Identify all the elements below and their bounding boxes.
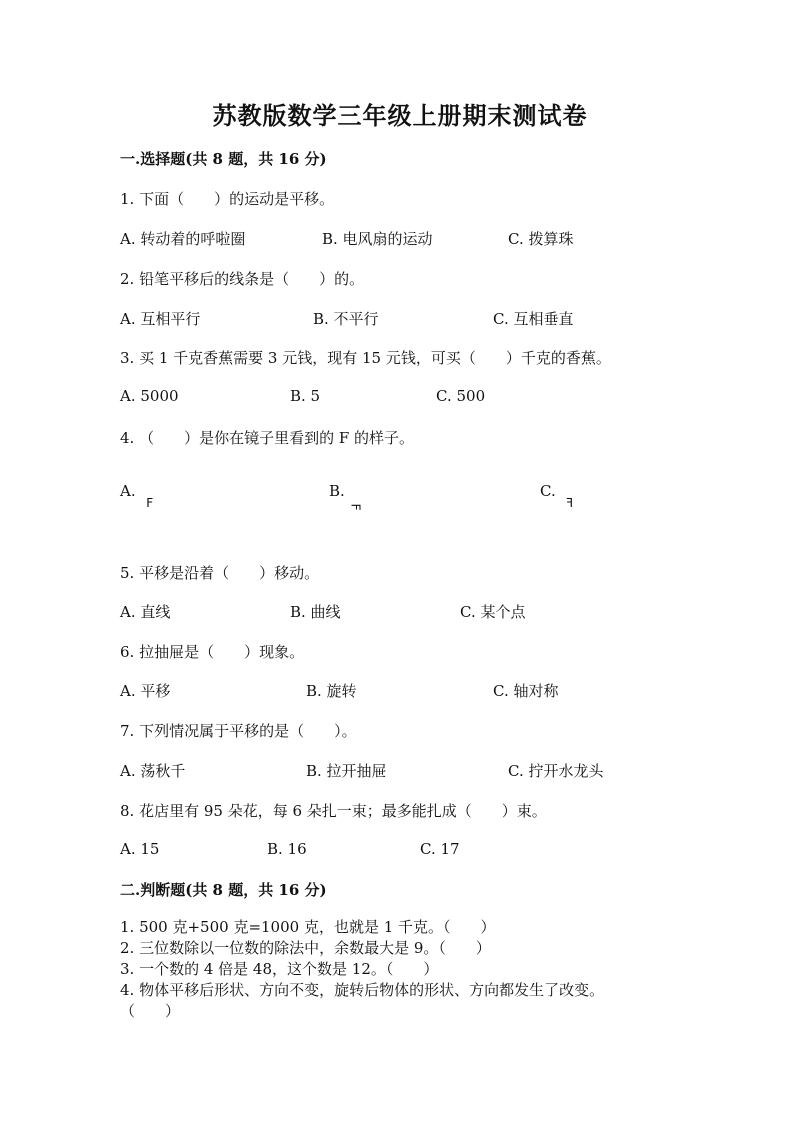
q3-option-c: C. 500 [436,387,486,405]
q3-option-b: B. 5 [290,387,321,405]
q6-option-a: A. 平移 [120,682,171,700]
q6-option-b: B. 旋转 [306,682,357,700]
q7-option-c: C. 拧开水龙头 [508,762,604,780]
question-1: 1. 下面（ ）的运动是平移。 [120,190,335,208]
judge-item-4-bracket: （ ） [120,1002,181,1020]
question-3: 3. 买 1 千克香蕉需要 3 元钱，现有 15 元钱，可买（ ）千克的香蕉。 [120,349,611,367]
q2-option-b: B. 不平行 [313,310,379,328]
letter-f-rotated: F [348,503,363,511]
question-7: 7. 下列情况属于平移的是（ ）。 [120,722,357,740]
letter-f-normal: F [146,496,154,510]
letter-f-mirrored: F [566,496,574,510]
q5-option-a: A. 直线 [120,603,171,621]
q1-option-a: A. 转动着的呼啦圈 [120,230,246,248]
question-2: 2. 铅笔平移后的线条是（ ）的。 [120,270,365,288]
q7-option-b: B. 拉开抽屉 [306,762,387,780]
q4-option-a: A. [120,482,136,500]
judge-item-4: 4. 物体平移后形状、方向不变，旋转后物体的形状、方向都发生了改变。 [120,981,605,999]
q4-option-b: B. [329,482,345,500]
question-8: 8. 花店里有 95 朵花，每 6 朵扎一束；最多能扎成（ ）束。 [120,802,547,820]
q8-option-b: B. 16 [267,840,307,858]
question-6: 6. 拉抽屉是（ ）现象。 [120,643,305,661]
question-5: 5. 平移是沿着（ ）移动。 [120,564,320,582]
q1-option-c: C. 拨算珠 [508,230,574,248]
q4-option-c: C. [540,482,556,500]
q7-option-a: A. 荡秋千 [120,762,186,780]
section-1-heading: 一.选择题(共 8 题，共 16 分) [120,150,327,168]
section-2-heading: 二.判断题(共 8 题，共 16 分) [120,881,327,899]
page-title: 苏教版数学三年级上册期末测试卷 [212,101,588,130]
q1-option-b: B. 电风扇的运动 [322,230,433,248]
q2-option-c: C. 互相垂直 [493,310,574,328]
question-4: 4. （ ）是你在镜子里看到的 F 的样子。 [120,429,415,447]
q4-option-a-glyph [146,496,153,510]
q8-option-a: A. 15 [120,840,160,858]
q6-option-c: C. 轴对称 [493,682,559,700]
q3-option-a: A. 5000 [120,387,179,405]
judge-item-1: 1. 500 克+500 克=1000 克，也就是 1 千克。（ ） [120,918,496,936]
judge-item-2: 2. 三位数除以一位数的除法中，余数最大是 9。（ ） [120,939,491,957]
q5-option-c: C. 某个点 [460,603,526,621]
q5-option-b: B. 曲线 [290,603,341,621]
q4-option-c-glyph [566,496,573,510]
q8-option-c: C. 17 [420,840,460,858]
judge-item-3: 3. 一个数的 4 倍是 48，这个数是 12。（ ） [120,960,439,978]
q4-option-b-glyph [348,500,363,514]
q2-option-a: A. 互相平行 [120,310,201,328]
